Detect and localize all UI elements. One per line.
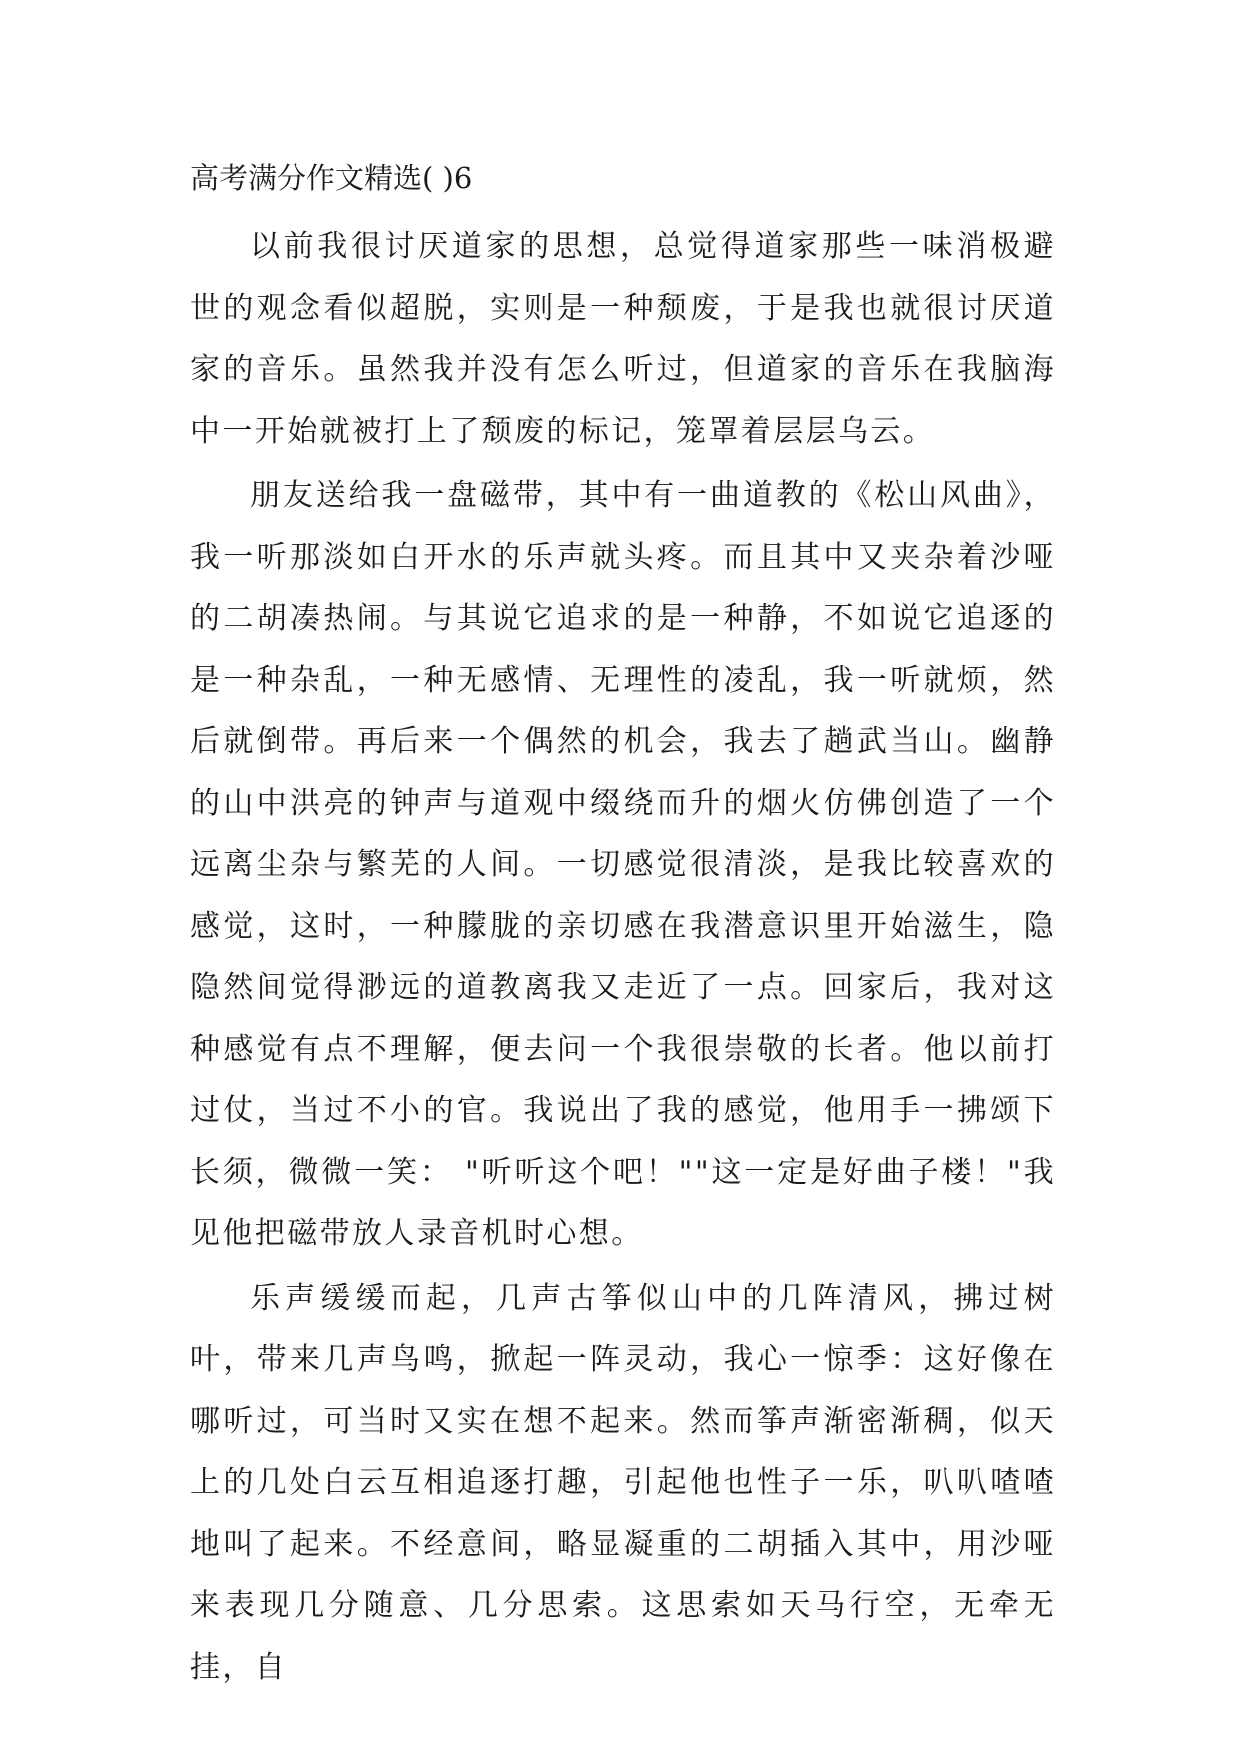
document-title: 高考满分作文精选( )6 [190,161,473,195]
paragraph-3: 乐声缓缓而起，几声古筝似山中的几阵清风，拂过树叶，带来几声鸟鸣，掀起一阵灵动，我心一惊季：这好像在哪听过，可当时又实在想不起来。然而筝声渐密渐稠，似天上的几处白云互相追逐打趣，引起他也性子一乐，叭叭喳喳地叫了起来。不经意间，略显凝重的二胡插入其中，用沙哑来表现几分随意、几分思索。这思索如天马行空，无牵无挂，自 [190,1280,1056,1685]
paragraph-1: 以前我很讨厌道家的思想，总觉得道家那些一味消极避世的观念看似超脱，实则是一种颓废，于是我也就很讨厌道家的音乐。虽然我并没有怎么听过，但道家的音乐在我脑海中一开始就被打上了颓废的标记，笼罩着层层乌云。 [190,229,1056,449]
document-content [190,158,1056,1701]
paragraph-2: 朋友送给我一盘磁带，其中有一曲道教的《松山风曲》，我一听那淡如白开水的乐声就头疼。而且其中又夹杂着沙哑的二胡凑热闹。与其说它追求的是一种静，不如说它追逐的是一种杂乱，一种无感情、无理性的凌乱，我一听就烦，然后就倒带。再后来一个偶然的机会，我去了趟武当山。幽静的山中洪亮的钟声与道观中缀绕而升的烟火仿佛创造了一个远离尘杂与繁芜的人间。一切感觉很清淡，是我比较喜欢的感觉，这时，一种朦胧的亲切感在我潜意识里开始滋生，隐隐然间觉得渺远的道教离我又走近了一点。回家后，我对这种感觉有点不理解，便去问一个我很崇敬的长者。他以前打过仗，当过不小的官。我说出了我的感觉，他用手一拂颂下长须，微微一笑： "听听这个吧！""这一定是好曲子楼！"我见他把磁带放人录音机时心想。 [190,478,1056,1251]
